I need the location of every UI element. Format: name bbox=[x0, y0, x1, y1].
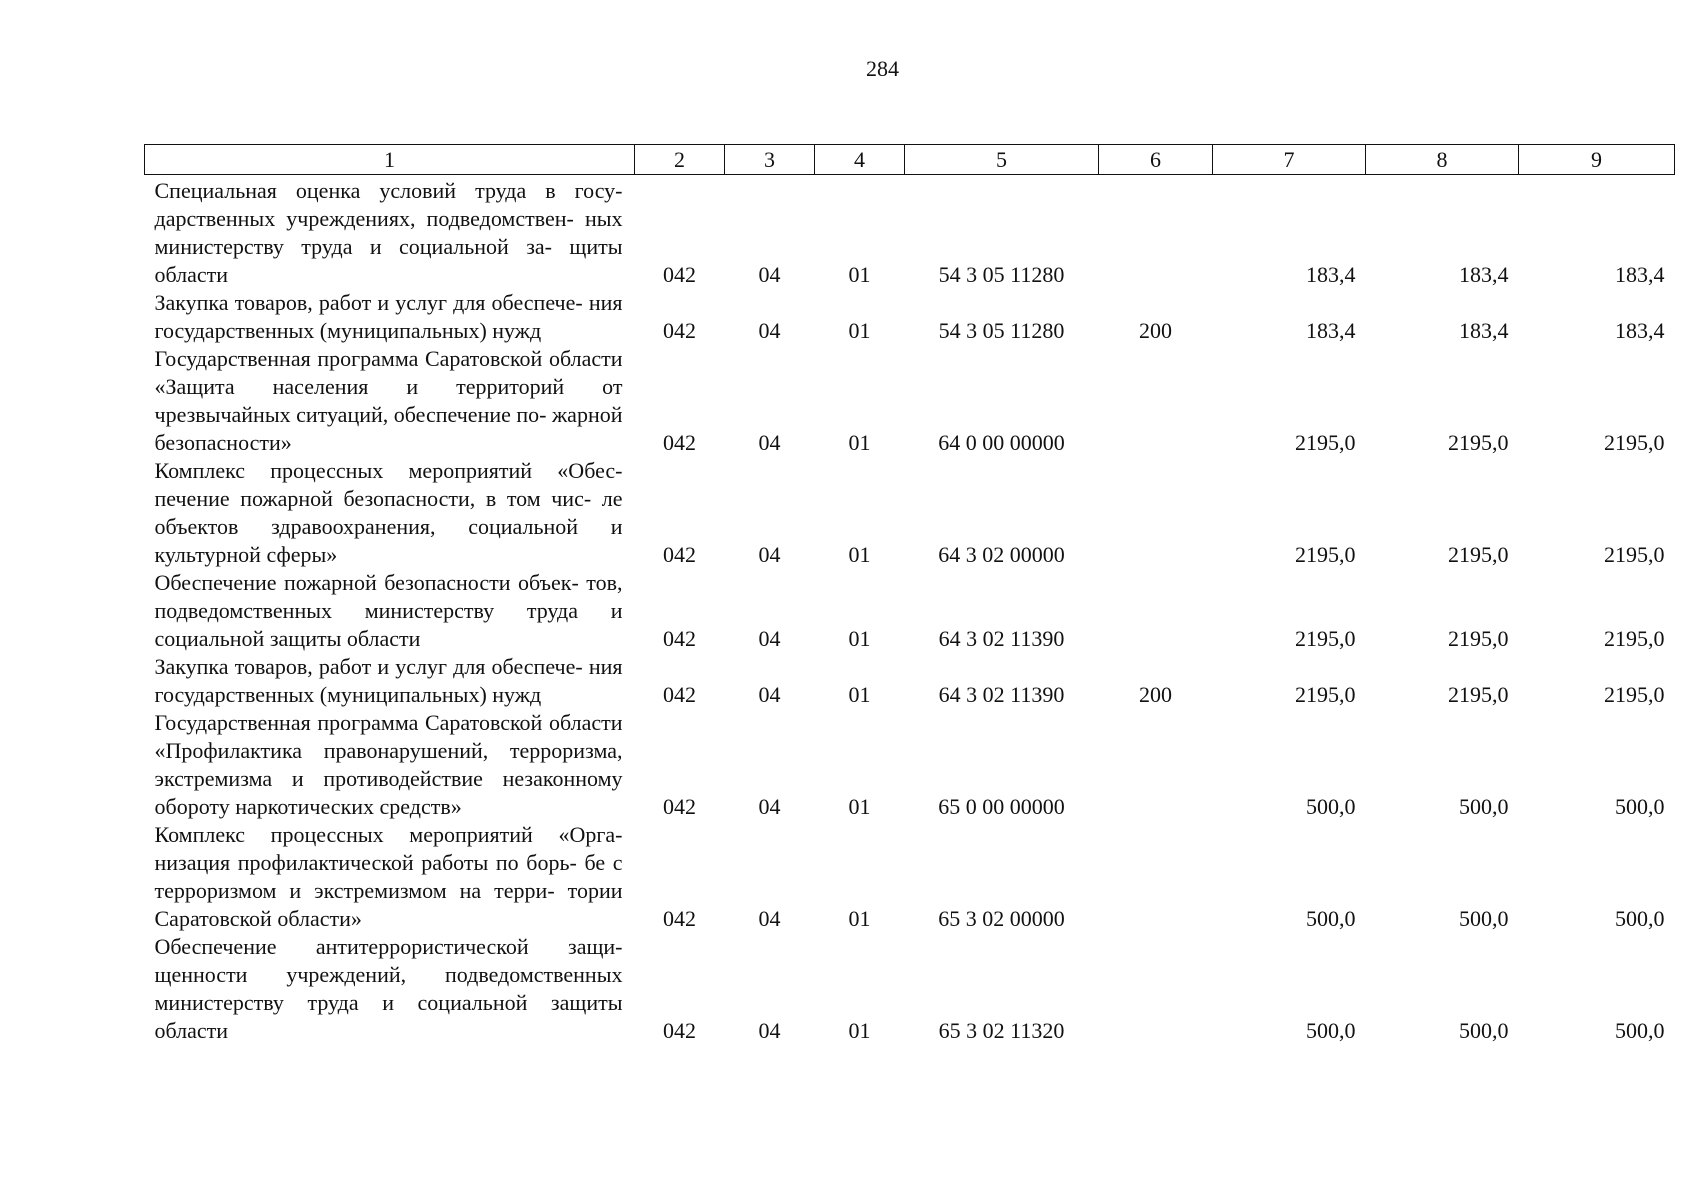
description-line: и социальной защиты области bbox=[154, 598, 623, 651]
amount-year-3-cell: 500,0 bbox=[1615, 794, 1665, 819]
table-body bbox=[145, 175, 1675, 1046]
target-code-cell: 65 3 02 11320 bbox=[938, 1018, 1065, 1043]
table-header bbox=[145, 145, 1675, 175]
amount-year-2-cell: 2195,0 bbox=[1448, 430, 1509, 455]
description-line: терроризма, экстремизма и противодействие bbox=[154, 738, 623, 791]
target-code-cell: 64 0 00 00000 bbox=[938, 430, 1065, 455]
description-cell bbox=[145, 653, 635, 709]
table-row bbox=[145, 345, 1675, 457]
description-line: средств» bbox=[379, 794, 462, 819]
table-row bbox=[145, 933, 1675, 1045]
subsection-code-cell: 01 bbox=[848, 262, 871, 287]
target-code-cell: 64 3 02 11390 bbox=[938, 682, 1065, 707]
table-row bbox=[145, 653, 1675, 709]
header-row bbox=[145, 145, 1675, 175]
amount-year-1-cell: 183,4 bbox=[1306, 318, 1356, 343]
amount-year-3-cell: 2195,0 bbox=[1604, 626, 1665, 651]
amount-year-1-cell: 500,0 bbox=[1306, 1018, 1356, 1043]
admin-code-cell: 042 bbox=[663, 318, 696, 343]
description-cell bbox=[145, 175, 635, 290]
section-code-cell: 04 bbox=[758, 626, 781, 651]
description-line: министерству труда и социальной защиты bbox=[154, 990, 623, 1015]
target-code-cell: 64 3 02 11390 bbox=[938, 626, 1065, 651]
section-code-cell: 04 bbox=[758, 262, 781, 287]
amount-year-1-cell: 183,4 bbox=[1306, 262, 1356, 287]
admin-code-cell: 042 bbox=[663, 794, 696, 819]
amount-year-3-cell: 183,4 bbox=[1615, 262, 1665, 287]
amount-year-2-cell: 2195,0 bbox=[1448, 542, 1509, 567]
admin-code-cell: 042 bbox=[663, 262, 696, 287]
table-row bbox=[145, 821, 1675, 933]
table-row bbox=[145, 457, 1675, 569]
header-col-2: 2 bbox=[635, 145, 725, 175]
header-col-9: 9 bbox=[1519, 145, 1675, 175]
description-line: печение пожарной безопасности, в том чис- bbox=[154, 486, 592, 511]
expense-type-cell: 200 bbox=[1139, 318, 1172, 343]
description-line: Специальная оценка условий труда в госу- bbox=[154, 178, 623, 203]
description-cell bbox=[145, 345, 635, 457]
admin-code-cell: 042 bbox=[663, 1018, 696, 1043]
section-code-cell: 04 bbox=[758, 1018, 781, 1043]
header-col-5: 5 bbox=[905, 145, 1099, 175]
amount-year-2-cell: 500,0 bbox=[1459, 1018, 1509, 1043]
description-cell bbox=[145, 933, 635, 1045]
expense-type-cell bbox=[1099, 569, 1213, 653]
admin-code-cell: 042 bbox=[663, 906, 696, 931]
amount-year-3-cell: 500,0 bbox=[1615, 906, 1665, 931]
section-code-cell: 04 bbox=[758, 318, 781, 343]
description-line: чрезвычайных ситуаций, обеспечение по- bbox=[154, 402, 547, 427]
description-cell bbox=[145, 289, 635, 345]
description-line: незаконному обороту наркотических bbox=[154, 766, 623, 819]
description-line: дарственных учреждениях, подведомствен- bbox=[154, 206, 574, 231]
description-line: Государственная программа Саратовской bbox=[154, 346, 543, 371]
admin-code-cell: 042 bbox=[663, 682, 696, 707]
amount-year-3-cell: 2195,0 bbox=[1604, 430, 1665, 455]
amount-year-1-cell: 2195,0 bbox=[1295, 542, 1356, 567]
description-line: тов, подведомственных министерству труда bbox=[154, 570, 623, 623]
section-code-cell: 04 bbox=[758, 794, 781, 819]
amount-year-1-cell: 2195,0 bbox=[1295, 626, 1356, 651]
table-row bbox=[145, 569, 1675, 653]
description-line: ле объектов здравоохранения, социальной и bbox=[154, 486, 623, 539]
section-code-cell: 04 bbox=[758, 542, 781, 567]
description-cell bbox=[145, 709, 635, 821]
subsection-code-cell: 01 bbox=[848, 430, 871, 455]
amount-year-3-cell: 2195,0 bbox=[1604, 542, 1665, 567]
section-code-cell: 04 bbox=[758, 682, 781, 707]
description-line: области «Защита населения и территорий от bbox=[154, 346, 623, 399]
amount-year-1-cell: 2195,0 bbox=[1295, 430, 1356, 455]
description-line: Государственная программа Саратовской bbox=[154, 710, 543, 735]
description-line: Обеспечение пожарной безопасности объек- bbox=[154, 570, 579, 595]
subsection-code-cell: 01 bbox=[848, 906, 871, 931]
description-line: щенности учреждений, подведомственных bbox=[154, 962, 623, 987]
amount-year-2-cell: 2195,0 bbox=[1448, 682, 1509, 707]
section-code-cell: 04 bbox=[758, 430, 781, 455]
subsection-code-cell: 01 bbox=[848, 682, 871, 707]
subsection-code-cell: 01 bbox=[848, 318, 871, 343]
target-code-cell: 65 0 00 00000 bbox=[938, 794, 1065, 819]
header-col-1: 1 bbox=[145, 145, 635, 175]
expense-type-cell bbox=[1099, 709, 1213, 821]
page-number: 284 bbox=[866, 56, 899, 81]
target-code-cell: 64 3 02 00000 bbox=[938, 542, 1065, 567]
budget-table bbox=[144, 144, 1675, 1045]
description-cell bbox=[145, 457, 635, 569]
expense-type-cell: 200 bbox=[1139, 682, 1172, 707]
table-row bbox=[145, 709, 1675, 821]
description-line: Закупка товаров, работ и услуг для обеспече- bbox=[154, 290, 583, 315]
admin-code-cell: 042 bbox=[663, 542, 696, 567]
table-row bbox=[145, 289, 1675, 345]
amount-year-3-cell: 500,0 bbox=[1615, 1018, 1665, 1043]
expense-type-cell bbox=[1099, 933, 1213, 1045]
amount-year-3-cell: 183,4 bbox=[1615, 318, 1665, 343]
amount-year-2-cell: 2195,0 bbox=[1448, 626, 1509, 651]
description-line: ния государственных (муниципальных) нужд bbox=[154, 290, 623, 343]
description-line: тории Саратовской области» bbox=[154, 878, 623, 931]
expense-type-cell bbox=[1099, 457, 1213, 569]
description-line: Комплекс процессных мероприятий «Орга- bbox=[154, 822, 623, 847]
subsection-code-cell: 01 bbox=[848, 542, 871, 567]
description-line: Закупка товаров, работ и услуг для обеспече- bbox=[154, 654, 583, 679]
admin-code-cell: 042 bbox=[663, 626, 696, 651]
header-col-7: 7 bbox=[1213, 145, 1366, 175]
description-line: области bbox=[154, 1018, 229, 1043]
amount-year-2-cell: 183,4 bbox=[1459, 318, 1509, 343]
description-line: Обеспечение антитеррористической защи- bbox=[154, 934, 623, 959]
amount-year-2-cell: 183,4 bbox=[1459, 262, 1509, 287]
table-row bbox=[145, 175, 1675, 290]
subsection-code-cell: 01 bbox=[848, 794, 871, 819]
description-line: щиты области bbox=[154, 234, 623, 287]
description-line: низация профилактической работы по борь- bbox=[154, 850, 577, 875]
expense-type-cell bbox=[1099, 821, 1213, 933]
header-col-6: 6 bbox=[1099, 145, 1213, 175]
amount-year-3-cell: 2195,0 bbox=[1604, 682, 1665, 707]
description-line: культурной сферы» bbox=[154, 542, 338, 567]
description-line: ных министерству труда и социальной за- bbox=[154, 206, 623, 259]
amount-year-2-cell: 500,0 bbox=[1459, 906, 1509, 931]
amount-year-2-cell: 500,0 bbox=[1459, 794, 1509, 819]
description-cell bbox=[145, 821, 635, 933]
description-line: ния государственных (муниципальных) нужд bbox=[154, 654, 623, 707]
expense-type-cell bbox=[1099, 345, 1213, 457]
description-line: области «Профилактика правонарушений, bbox=[154, 710, 623, 763]
section-code-cell: 04 bbox=[758, 906, 781, 931]
target-code-cell: 54 3 05 11280 bbox=[938, 318, 1065, 343]
target-code-cell: 65 3 02 00000 bbox=[938, 906, 1065, 931]
expense-type-cell bbox=[1099, 175, 1213, 290]
header-col-8: 8 bbox=[1366, 145, 1519, 175]
subsection-code-cell: 01 bbox=[848, 626, 871, 651]
admin-code-cell: 042 bbox=[663, 430, 696, 455]
description-line: Комплекс процессных мероприятий «Обес- bbox=[154, 458, 623, 483]
amount-year-1-cell: 2195,0 bbox=[1295, 682, 1356, 707]
description-line: жарной безопасности» bbox=[154, 402, 623, 455]
header-col-4: 4 bbox=[815, 145, 905, 175]
target-code-cell: 54 3 05 11280 bbox=[938, 262, 1065, 287]
subsection-code-cell: 01 bbox=[848, 1018, 871, 1043]
amount-year-1-cell: 500,0 bbox=[1306, 794, 1356, 819]
description-line: бе с терроризмом и экстремизмом на терри- bbox=[154, 850, 623, 903]
amount-year-1-cell: 500,0 bbox=[1306, 906, 1356, 931]
description-cell bbox=[145, 569, 635, 653]
header-col-3: 3 bbox=[725, 145, 815, 175]
